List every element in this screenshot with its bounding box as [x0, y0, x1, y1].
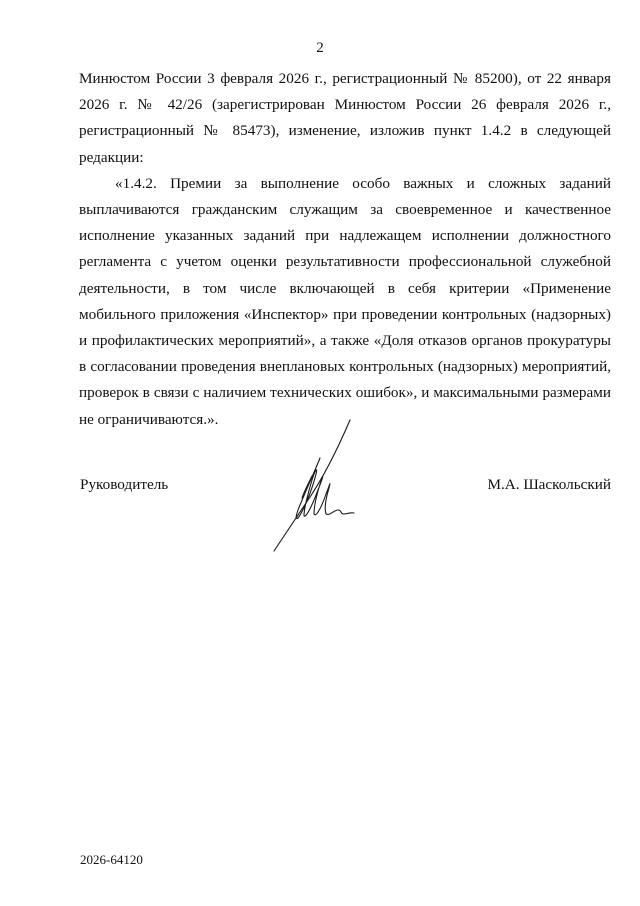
body-paragraph-1: Минюстом России 3 февраля 2026 г., регистрационный № 85200), от 22 января 2026 г. № 42/26 (зарегистрирован Минюстом России 26 февраля 2026 г., регистрационный № 85473), изменение, изложив пункт 1.4.2 в следующей редакции: — [79, 70, 611, 166]
signatory-name: М.А. Шаскольский — [487, 476, 611, 493]
document-code: 2026-64120 — [80, 852, 143, 867]
body-paragraph-2: «1.4.2. Премии за выполнение особо важных и сложных заданий выплачиваются гражданским служащим за своевременное и качественное исполнение указанных заданий при надлежащем исполнении должностного регламента с учетом оценки результативности профессиональной служебной деятельности, в том числе включающей в себя критерии «Применение мобильного приложения «Инспектор» при проведении контрольных (надзорных) и профилактических мероприятий», а также «Доля отказов органов прокуратуры в согласовании проведения внеплановых контрольных (надзорных) мероприятий, проверок в связи с наличием технических ошибок», и максимальными размерами не ограничиваются.». — [79, 174, 611, 428]
page-number: 2 — [316, 40, 324, 56]
document-body — [79, 66, 611, 433]
handwritten-signature-icon — [268, 418, 358, 553]
signatory-title: Руководитель — [80, 476, 169, 493]
